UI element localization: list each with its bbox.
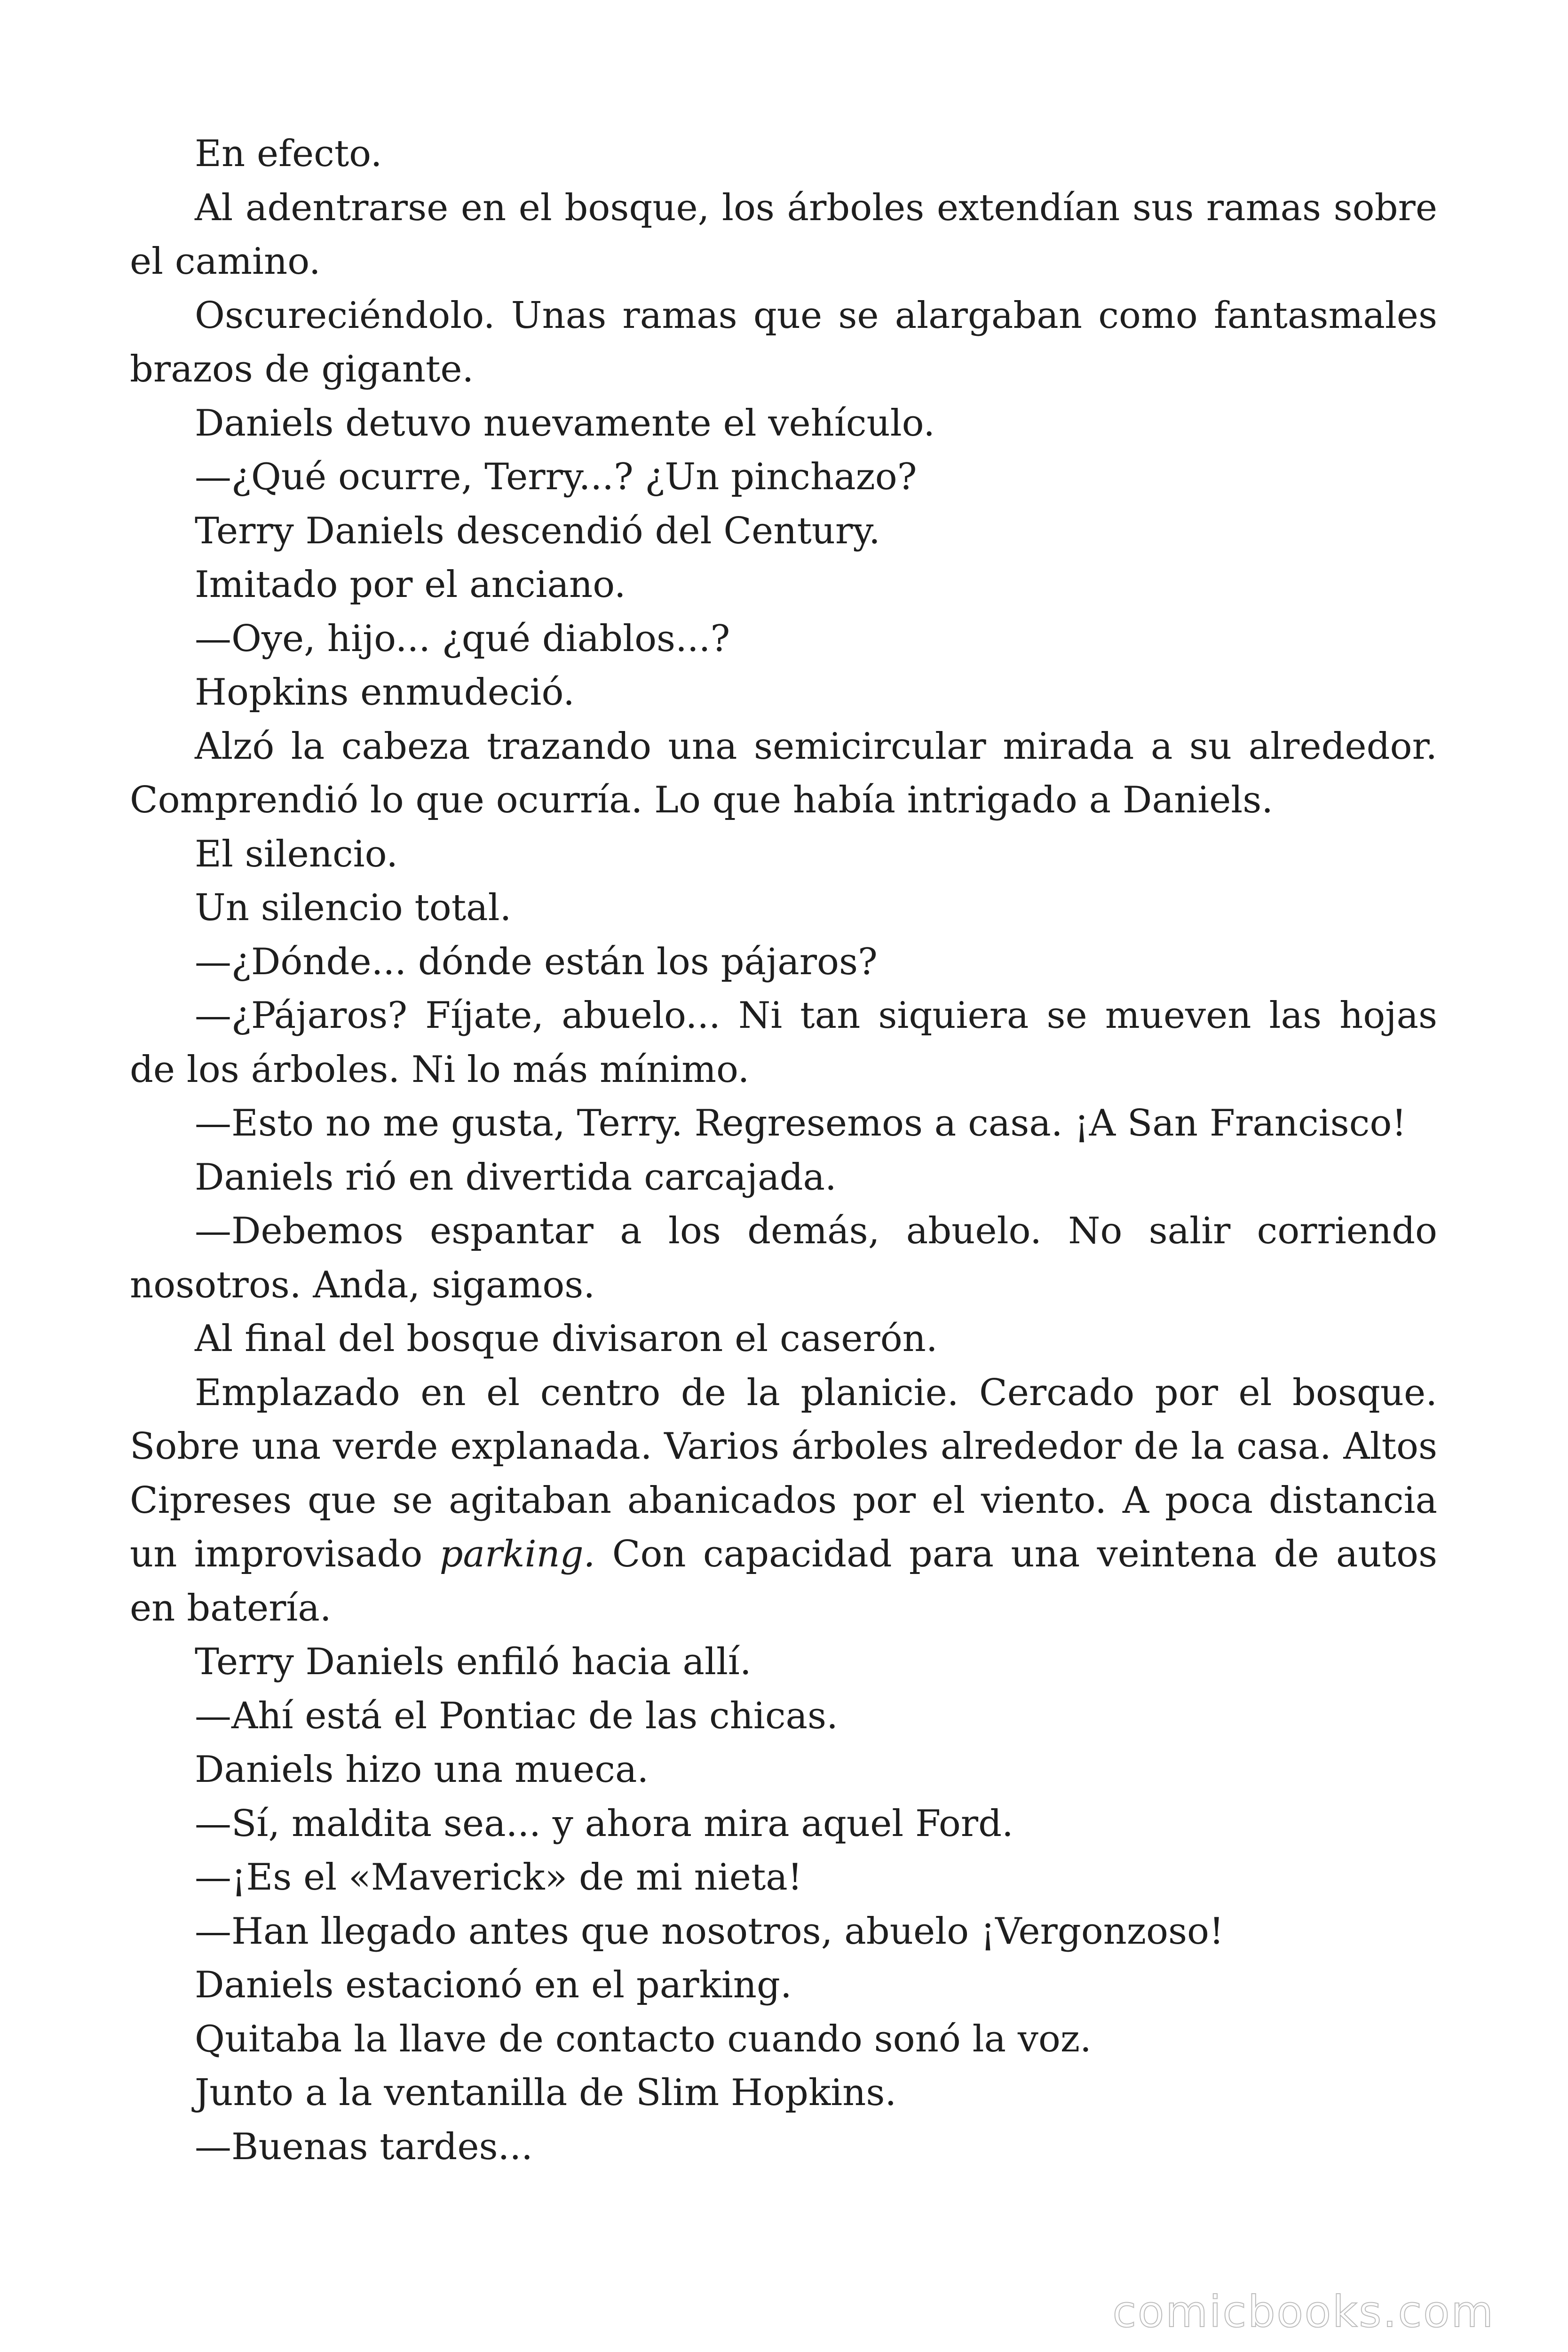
paragraph: Alzó la cabeza trazando una semicircular mirada a su alrededor. Comprendió lo que ocurría. Lo que había intrigado a Daniels.	[130, 725, 1437, 821]
paragraph: Hopkins enmudeció.	[195, 671, 575, 714]
paragraph: Imitado por el anciano.	[195, 564, 626, 606]
paragraph: —¿Dónde... dónde están los pájaros?	[195, 940, 878, 983]
paragraph: Daniels hizo una mueca.	[195, 1748, 649, 1791]
paragraph: —Sí, maldita sea... y ahora mira aquel Ford.	[195, 1802, 1014, 1845]
paragraph: —Esto no me gusta, Terry. Regresemos a casa. ¡A San Francisco!	[195, 1102, 1407, 1144]
paragraph: —¡Es el «Maverick» de mi nieta!	[195, 1856, 803, 1899]
paragraph-text: Emplazado en el centro de la planicie. Cercado por el bosque. Sobre una verde explanada. Varios árboles alrededor de la casa. Altos Cipreses que se agitaban abanicados por el viento. A poca distancia un improvisado	[130, 1371, 1437, 1575]
paragraph: Oscureciéndolo. Unas ramas que se alargaban como fantasmales brazos de gigante.	[130, 294, 1437, 390]
paragraph: —¿Qué ocurre, Terry...? ¿Un pinchazo?	[195, 456, 917, 498]
paragraph: Al adentrarse en el bosque, los árboles extendían sus ramas sobre el camino.	[130, 186, 1437, 283]
paragraph: —Han llegado antes que nosotros, abuelo ¡Vergonzoso!	[195, 1910, 1224, 1953]
paragraph: Junto a la ventanilla de Slim Hopkins.	[195, 2072, 897, 2114]
paragraph: Daniels detuvo nuevamente el vehículo.	[195, 402, 935, 445]
paragraph	[130, 1366, 1437, 1636]
paragraph: En efecto.	[195, 133, 382, 175]
paragraph: Al final del bosque divisaron el caserón.	[195, 1318, 938, 1360]
paragraph: Terry Daniels descendió del Century.	[195, 509, 880, 552]
paragraph-text-after: Con capacidad para una veintena de autos en batería.	[130, 1533, 1438, 1629]
paragraph: —Ahí está el Pontiac de las chicas.	[195, 1694, 838, 1737]
paragraph: Quitaba la llave de contacto cuando sonó la voz.	[195, 2018, 1092, 2060]
paragraph: —Oye, hijo... ¿qué diablos...?	[195, 617, 730, 660]
paragraph: Daniels estacionó en el parking.	[195, 1964, 792, 2006]
paragraph: Terry Daniels enfiló hacia allí.	[195, 1641, 752, 1683]
watermark: comicbooks.com	[1112, 2287, 1495, 2337]
paragraph: —¿Pájaros? Fíjate, abuelo... Ni tan siquiera se mueven las hojas de los árboles. Ni lo más mínimo.	[130, 994, 1437, 1091]
paragraph: Daniels rió en divertida carcajada.	[195, 1156, 837, 1199]
page-body	[130, 127, 1437, 2174]
paragraph: —Buenas tardes...	[195, 2125, 533, 2168]
paragraph-italic: parking.	[439, 1533, 595, 1575]
paragraph: —Debemos espantar a los demás, abuelo. No salir corriendo nosotros. Anda, sigamos.	[130, 1210, 1437, 1306]
paragraph: El silencio.	[195, 833, 398, 875]
paragraph: Un silencio total.	[195, 887, 512, 929]
